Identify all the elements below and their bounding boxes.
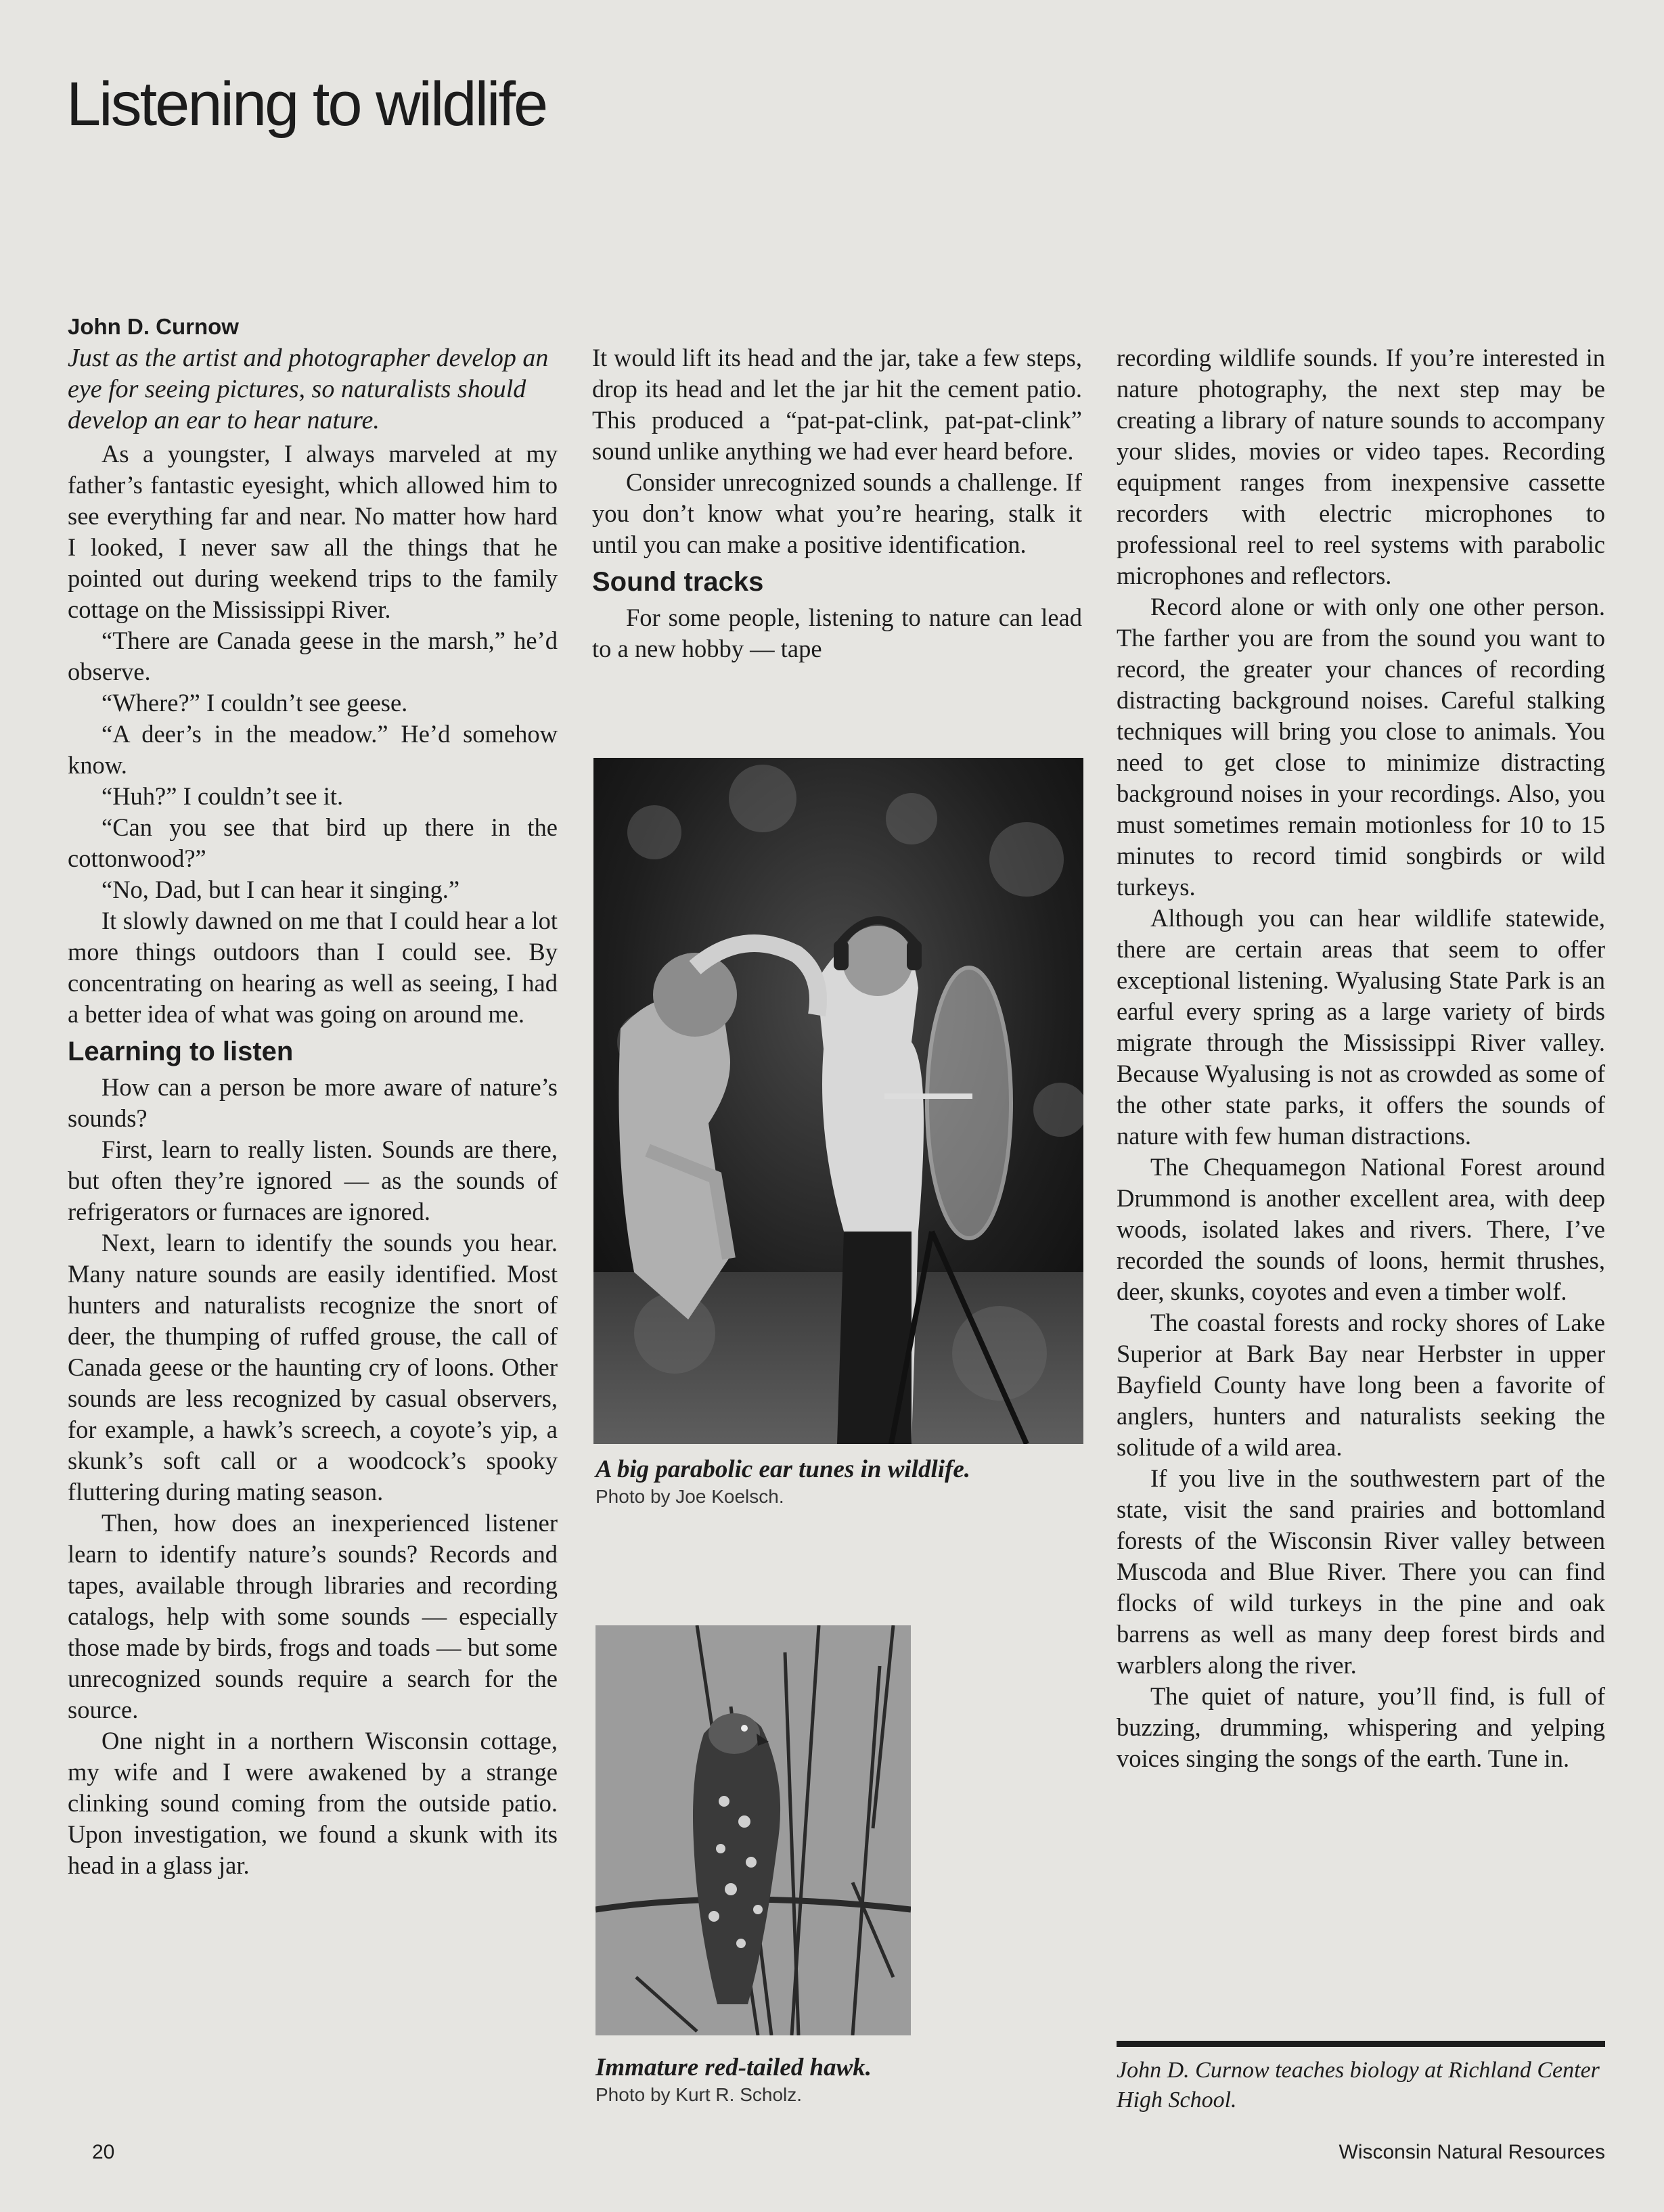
paragraph: “A deer’s in the meadow.” He’d somehow know. xyxy=(68,720,558,779)
caption-title: Immature red-tailed hawk. xyxy=(595,2054,872,2081)
paragraph: Consider unrecognized sounds a challenge. If you don’t know what you’re hearing, stalk it until you can make a positive identification. xyxy=(592,468,1082,558)
paragraph: Record alone or with only one other person. The farther you are from the sound you want to record, the greater your chances of recording distracting background noises. Careful stalking techniques will bring you close to animals. You need to get close to minimize distracting background noises in your recordings. Also, you must sometimes remain motionless for 10 to 15 minutes to record timid songbirds or wild turkeys. xyxy=(1117,593,1605,901)
paragraph: Next, learn to identify the sounds you hear. Many nature sounds are easily identified. Most hunters and naturalists recognize the snort of deer, the thumping of ruffed grouse, the call of Canada geese or the haunting cry of loons. Other sounds are less recognized by casual observers, for example, a hawk’s screech, a coyote’s yip, a skunk’s soft call or a woodcock’s spooky fluttering during mating season. xyxy=(68,1229,558,1506)
caption-title: A big parabolic ear tunes in wildlife. xyxy=(595,1455,971,1483)
photo-parabolic-ear-caption xyxy=(595,1455,1083,1509)
photo-credit: Photo by Joe Koelsch. xyxy=(595,1486,784,1507)
article-title: Listening to wildlife xyxy=(66,70,547,139)
photo-red-tailed-hawk xyxy=(595,1625,911,2035)
paragraph: One night in a northern Wisconsin cottage, my wife and I were awakened by a strange clinking sound coming from the outside patio. Upon investigation, we found a skunk with its head in a glass jar. xyxy=(68,1727,558,1879)
paragraph: The quiet of nature, you’ll find, is full of buzzing, drumming, whispering and yelping voices singing the songs of the earth. Tune in. xyxy=(1117,1682,1605,1772)
subhead-learning-to-listen: Learning to listen xyxy=(68,1037,294,1066)
paragraph: For some people, listening to nature can lead to a new hobby — tape xyxy=(592,604,1082,662)
author-byline: John D. Curnow xyxy=(68,314,239,339)
paragraph: “There are Canada geese in the marsh,” he’d observe. xyxy=(68,627,558,685)
paragraph: Then, how does an inexperienced listener learn to identify nature’s sounds? Records and tapes, available through libraries and recording catalogs, help with some sounds — especially those made by birds, frogs and toads — but some unrecognized sounds require a search for the source. xyxy=(68,1509,558,1723)
paragraph: How can a person be more aware of nature’s sounds? xyxy=(68,1073,558,1132)
photo-credit: Photo by Kurt R. Scholz. xyxy=(595,2084,803,2105)
paragraph: The coastal forests and rocky shores of Lake Superior at Bark Bay near Herbster in upper Bayfield County have long been a favorite of anglers, hunters and naturalists seeking the solitude of a wild area. xyxy=(1117,1309,1605,1461)
subhead-sound-tracks: Sound tracks xyxy=(592,567,764,597)
column-2 xyxy=(592,342,1082,664)
paragraph: recording wildlife sounds. If you’re interested in nature photography, the next step may be creating a library of nature sounds to accompany your slides, movies or video tapes. Recording equipment ranges from inexpensive cassette recorders with electric microphones to professional reel to reel systems with parabolic microphones and reflectors. xyxy=(1117,344,1605,589)
publication-name: Wisconsin Natural Resources xyxy=(1339,2141,1605,2163)
paragraph: First, learn to really listen. Sounds are there, but often they’re ignored — as the sounds of refrigerators or furnaces are ignored. xyxy=(68,1135,558,1225)
paragraph: It would lift its head and the jar, take a few steps, drop its head and let the jar hit the cement patio. This produced a “pat-pat-clink, pat-pat-clink” sound unlike anything we had ever heard before. xyxy=(592,344,1082,465)
article-dek: Just as the artist and photographer develop an eye for seeing pictures, so naturalists should develop an ear to hear nature. xyxy=(68,344,549,434)
paragraph: It slowly dawned on me that I could hear a lot more things outdoors than I could see. By concentrating on hearing as well as seeing, I had a better idea of what was going on around me. xyxy=(68,907,558,1028)
page-number: 20 xyxy=(92,2141,115,2163)
photo-parabolic-ear xyxy=(593,758,1083,1444)
bio-divider xyxy=(1117,2041,1605,2047)
paragraph: The Chequamegon National Forest around Drummond is another excellent area, with deep woods, isolated lakes and rivers. There, I’ve recorded the sounds of loons, hermit thrushes, deer, skunks, coyotes and even a timber wolf. xyxy=(1117,1153,1605,1305)
column-1 xyxy=(68,311,558,1881)
paragraph: “Can you see that bird up there in the cottonwood?” xyxy=(68,813,558,872)
column-3 xyxy=(1117,342,1605,1774)
author-bio: John D. Curnow teaches biology at Richland Center High School. xyxy=(1117,2058,1600,2113)
paragraph: “No, Dad, but I can hear it singing.” xyxy=(102,876,460,903)
photo-red-tailed-hawk-image xyxy=(595,1625,911,2035)
photo-hawk-caption xyxy=(595,2053,1083,2107)
paragraph: As a youngster, I always marveled at my father’s fantastic eyesight, which allowed him to see everything far and near. No matter how hard I looked, I never saw all the things that he pointed out during weekend trips to the family cottage on the Mississippi River. xyxy=(68,440,558,623)
photo-parabolic-ear-image xyxy=(593,758,1083,1444)
paragraph: If you live in the southwestern part of the state, visit the sand prairies and bottomland forests of the Wisconsin River valley between Muscoda and Blue River. There you can find flocks of wild turkeys in the pine and oak barrens as well as many deep forest birds and warblers along the river. xyxy=(1117,1464,1605,1679)
paragraph: “Where?” I couldn’t see geese. xyxy=(102,689,408,717)
paragraph: “Huh?” I couldn’t see it. xyxy=(102,782,344,810)
paragraph: Although you can hear wildlife statewide, there are certain areas that seem to offer exceptional listening. Wyalusing State Park is an earful every spring as a large variety of birds migrate through the Mississippi River valley. Because Wyalusing is not as crowded as some of the other state parks, it offers the sounds of nature with few human distractions. xyxy=(1117,904,1605,1150)
